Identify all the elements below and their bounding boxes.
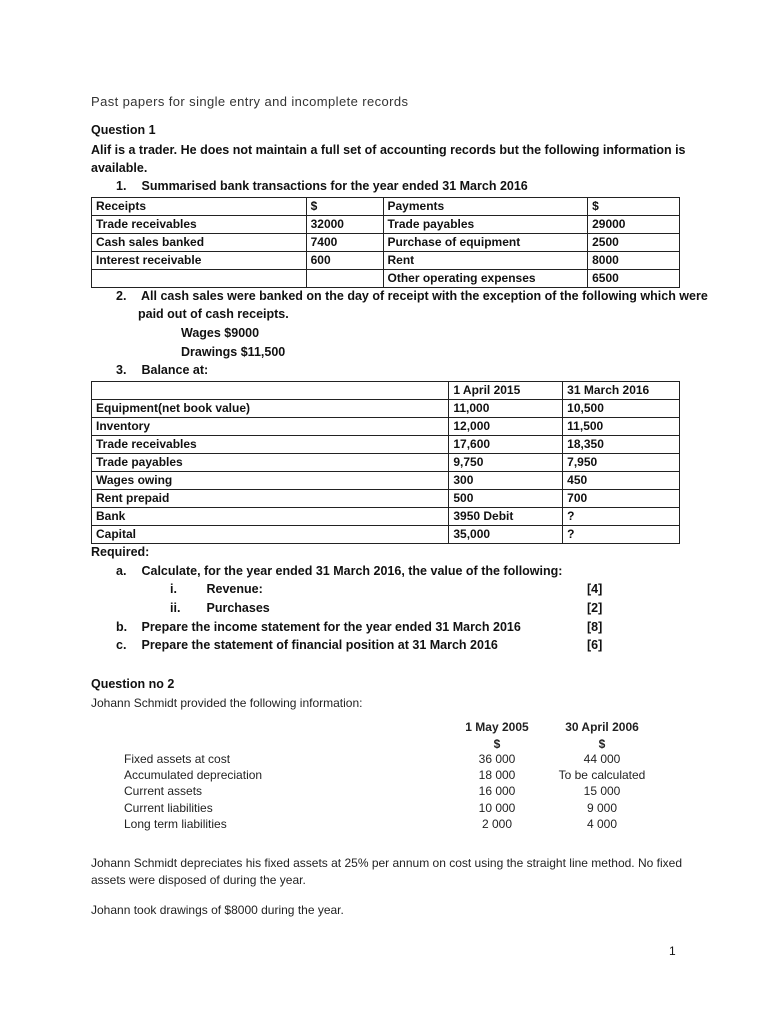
question-2-heading: Question no 2 (91, 677, 175, 691)
table-header-row (92, 382, 680, 400)
table-row (92, 436, 680, 454)
row-value-2: 4 000 (586, 817, 618, 831)
table-cell: Purchase of equipment (383, 234, 588, 252)
column-1-header: 1 May 2005 (465, 720, 529, 734)
required-c (116, 638, 498, 652)
row-label: Long term liabilities (124, 817, 227, 831)
item-2 (116, 289, 708, 303)
required-a-i-number: i. (170, 582, 177, 596)
table-cell: Bank (92, 508, 449, 526)
item-2-number: 2. (116, 289, 127, 303)
table-cell: 9,750 (449, 454, 563, 472)
table-cell: 18,350 (563, 436, 680, 454)
row-value-2: To be calculated (558, 768, 646, 782)
bank-transactions-table (91, 197, 680, 288)
row-value-1: 16 000 (478, 784, 516, 798)
table-cell: 29000 (588, 216, 680, 234)
table-cell: 32000 (306, 216, 383, 234)
required-a-ii-text: Purchases (206, 601, 270, 615)
column-2-currency: $ (598, 737, 606, 751)
table-cell: Inventory (92, 418, 449, 436)
required-a-ii-number: ii. (170, 601, 181, 615)
table-cell: Trade receivables (92, 436, 449, 454)
item-1-number: 1. (116, 179, 127, 193)
header-receipts-amount: $ (306, 198, 383, 216)
table-cell: 10,500 (563, 400, 680, 418)
table-row (92, 216, 680, 234)
table-cell: 11,000 (449, 400, 563, 418)
table-cell: 12,000 (449, 418, 563, 436)
depreciation-paragraph-line-2: assets were disposed of during the year. (91, 873, 306, 887)
table-row (92, 526, 680, 544)
mark-c: [6] (587, 638, 603, 652)
balance-table (91, 381, 680, 544)
question-2-intro: Johann Schmidt provided the following information: (91, 696, 363, 710)
table-cell: 8000 (588, 252, 680, 270)
row-value-2: 9 000 (586, 801, 618, 815)
column-1-currency: $ (493, 737, 501, 751)
table-cell: 6500 (588, 270, 680, 288)
document-title: Past papers for single entry and incomplete records (91, 94, 409, 109)
required-b-text: Prepare the income statement for the year ended 31 March 2016 (141, 620, 521, 634)
item-1 (116, 179, 528, 193)
mark-a-ii: [2] (587, 601, 603, 615)
row-label: Current assets (124, 784, 203, 798)
item-3-text: Balance at: (141, 363, 209, 377)
required-b (116, 620, 521, 634)
table-row (92, 234, 680, 252)
item-3-number: 3. (116, 363, 127, 377)
required-a-i-text: Revenue: (206, 582, 263, 596)
table-row (92, 472, 680, 490)
table-row (92, 454, 680, 472)
table-cell: ? (563, 508, 680, 526)
table-cell: Trade payables (92, 454, 449, 472)
row-label: Fixed assets at cost (124, 752, 231, 766)
table-cell: 11,500 (563, 418, 680, 436)
depreciation-paragraph-line-1: Johann Schmidt depreciates his fixed assets at 25% per annum on cost using the straight line method. No fixed (91, 856, 682, 870)
header-payments-amount: $ (588, 198, 680, 216)
required-label: Required: (91, 545, 150, 559)
drawings-paragraph: Johann took drawings of $8000 during the year. (91, 903, 344, 917)
table-cell: ? (563, 526, 680, 544)
item-2-line-2: paid out of cash receipts. (138, 307, 289, 321)
row-value-2: 44 000 (583, 752, 621, 766)
question-1-heading: Question 1 (91, 123, 156, 137)
required-b-number: b. (116, 620, 128, 634)
header-payments: Payments (383, 198, 588, 216)
table-cell: Other operating expenses (383, 270, 588, 288)
table-cell: 500 (449, 490, 563, 508)
table-cell: Equipment(net book value) (92, 400, 449, 418)
item-1-text: Summarised bank transactions for the year ended 31 March 2016 (141, 179, 528, 193)
table-cell: 600 (306, 252, 383, 270)
item-3 (116, 363, 208, 377)
table-cell: Capital (92, 526, 449, 544)
table-row (92, 400, 680, 418)
required-c-text: Prepare the statement of financial position at 31 March 2016 (141, 638, 498, 652)
column-2-header: 30 April 2006 (565, 720, 639, 734)
row-value-1: 36 000 (478, 752, 516, 766)
item-2-line-1: All cash sales were banked on the day of receipt with the exception of the following which were (141, 289, 708, 303)
mark-a-i: [4] (587, 582, 603, 596)
table-row (92, 270, 680, 288)
row-label: Accumulated depreciation (124, 768, 263, 782)
header-31-march-2016: 31 March 2016 (563, 382, 680, 400)
required-a-ii (170, 601, 270, 615)
required-a-number: a. (116, 564, 127, 578)
table-cell: 17,600 (449, 436, 563, 454)
required-a (116, 564, 562, 578)
page-number: 1 (669, 944, 676, 958)
question-1-intro: Alif is a trader. He does not maintain a full set of accounting records but the following information is available. (91, 143, 686, 175)
row-value-1: 18 000 (478, 768, 516, 782)
row-value-1: 10 000 (478, 801, 516, 815)
required-a-text: Calculate, for the year ended 31 March 2016, the value of the following: (141, 564, 563, 578)
required-c-number: c. (116, 638, 127, 652)
table-cell: Trade payables (383, 216, 588, 234)
required-a-i (170, 582, 263, 596)
mark-b: [8] (587, 620, 603, 634)
table-cell: 700 (563, 490, 680, 508)
table-cell: Cash sales banked (92, 234, 307, 252)
row-label: Current liabilities (124, 801, 213, 815)
table-cell: Interest receivable (92, 252, 307, 270)
table-cell: Rent (383, 252, 588, 270)
table-cell: 7,950 (563, 454, 680, 472)
table-cell: 35,000 (449, 526, 563, 544)
table-cell: 2500 (588, 234, 680, 252)
table-cell: 450 (563, 472, 680, 490)
table-cell: Wages owing (92, 472, 449, 490)
wages-line: Wages $9000 (181, 326, 260, 340)
table-cell: 7400 (306, 234, 383, 252)
header-receipts: Receipts (92, 198, 307, 216)
row-value-1: 2 000 (481, 817, 513, 831)
header-1-april-2015: 1 April 2015 (449, 382, 563, 400)
drawings-line: Drawings $11,500 (181, 345, 286, 359)
table-cell: 3950 Debit (449, 508, 563, 526)
table-row (92, 490, 680, 508)
row-value-2: 15 000 (583, 784, 621, 798)
table-cell (92, 270, 307, 288)
table-row (92, 418, 680, 436)
table-row (92, 508, 680, 526)
header-blank (92, 382, 449, 400)
table-cell: Trade receivables (92, 216, 307, 234)
table-row (92, 252, 680, 270)
table-cell (306, 270, 383, 288)
table-cell: 300 (449, 472, 563, 490)
table-cell: Rent prepaid (92, 490, 449, 508)
table-header-row (92, 198, 680, 216)
